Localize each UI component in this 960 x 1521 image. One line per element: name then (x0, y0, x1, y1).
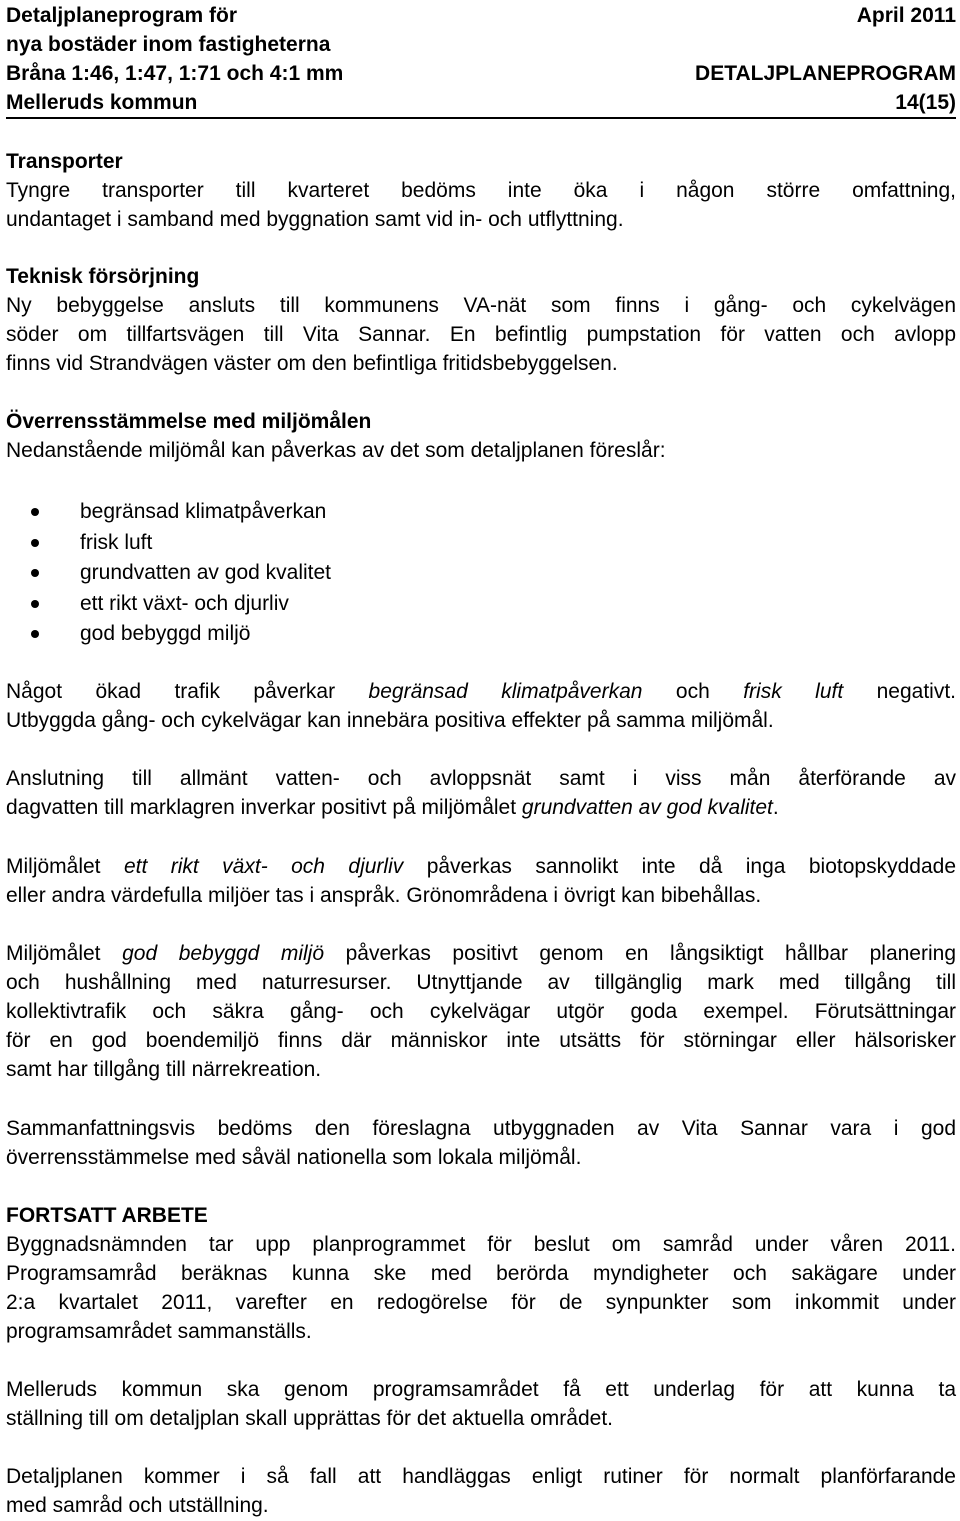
list-item-text: begränsad klimatpåverkan (80, 500, 327, 523)
italic-goal: begränsad klimatpåverkan (368, 680, 643, 703)
paragraph-line: söder om tillfartsvägen till Vita Sannar. En befintlig pumpstation för vatten och avlopp (6, 323, 956, 346)
paragraph-line: Tyngre transporter till kvarteret bedöms inte öka i någon större omfattning, (6, 179, 956, 202)
paragraph-line: programsamrådet sammanställs. (6, 1320, 312, 1343)
header-date: April 2011 (856, 4, 956, 27)
section-transporter (6, 147, 956, 234)
list-item (6, 558, 956, 589)
section-heading: FORTSATT ARBETE (6, 1204, 208, 1227)
list-item-text: grundvatten av god kvalitet (80, 561, 331, 584)
header-property: Bråna 1:46, 1:47, 1:71 och 4:1 mm (6, 62, 344, 85)
header-row-4 (6, 88, 956, 117)
italic-goal: god bebyggd miljö (122, 942, 325, 965)
paragraph-line: med samråd och utställning. (6, 1494, 269, 1517)
text-run: . (772, 796, 779, 819)
section-heading: Teknisk försörjning (6, 265, 200, 288)
text-run: negativt. (843, 680, 956, 703)
paragraph-line: 2:a kvartalet 2011, varefter en redogörelse för de synpunkter som inkommit under (6, 1291, 956, 1314)
paragraph-line: och hushållning med naturresurser. Utnyttjande av tillgänglig mark med tillgång till (6, 971, 956, 994)
text-run: Något ökad trafik påverkar (6, 680, 369, 703)
paragraph-line: finns vid Strandvägen väster om den befintliga fritidsbebyggelsen. (6, 352, 618, 375)
header-document-title: Detaljplaneprogram för (6, 4, 238, 27)
paragraph-line: undantaget i samband med byggnation samt vid in- och utflyttning. (6, 208, 624, 231)
paragraph-line: kollektivtrafik och säkra gång- och cykelvägar utgör goda exempel. Förutsättningar (6, 1000, 956, 1023)
paragraph-line: ställning till om detaljplan skall upprättas för det aktuella området. (6, 1407, 613, 1430)
bullet-icon (31, 508, 39, 516)
paragraph-line: Anslutning till allmänt vatten- och avloppsnät samt i viss mån återförande av (6, 767, 956, 790)
paragraph-vatten (6, 764, 956, 822)
bullet-icon (31, 539, 39, 547)
paragraph-line: Byggnadsnämnden tar upp planprogrammet för beslut om samråd under våren 2011. (6, 1233, 956, 1256)
paragraph-line (6, 677, 956, 706)
paragraph-line: Ny bebyggelse ansluts till kommunens VA-nät som finns i gång- och cykelvägen (6, 294, 956, 317)
header-municipality: Melleruds kommun (6, 91, 198, 114)
paragraph-line: Detaljplanen kommer i så fall att handläggas enligt rutiner för normalt planförfarande (6, 1465, 956, 1488)
paragraph-line: eller andra värdefulla miljöer tas i anspråk. Grönområdena i övrigt kan bibehållas. (6, 884, 762, 907)
section-heading: Transporter (6, 150, 123, 173)
list-item (6, 528, 956, 559)
paragraph-sammanfattning (6, 1114, 956, 1172)
italic-goal: grundvatten av god kvalitet (521, 796, 773, 819)
section-heading: Överrensstämmelse med miljömålen (6, 410, 372, 433)
italic-goal: frisk luft (743, 680, 844, 703)
italic-goal: ett rikt växt- och djurliv (123, 855, 404, 878)
paragraph-line (6, 852, 956, 881)
paragraph-vaxt-djurliv (6, 852, 956, 910)
list-item (6, 589, 956, 620)
miljomal-bullet-list (6, 497, 956, 650)
paragraph-line: Programsamråd beräknas kunna ske med berörda myndigheter och sakägare under (6, 1262, 956, 1285)
header-row-1 (6, 1, 956, 30)
header-row-2 (6, 30, 956, 59)
paragraph-line (6, 793, 956, 822)
text-run: och (642, 680, 744, 703)
section-miljomal (6, 407, 956, 465)
text-run: dagvatten till marklagren inverkar positivt på miljömålet (6, 796, 522, 819)
text-run: påverkas sannolikt inte då inga biotopskyddade (403, 855, 956, 878)
bullet-icon (31, 630, 39, 638)
paragraph-line: Sammanfattningsvis bedöms den föreslagna utbyggnaden av Vita Sannar vara i god (6, 1117, 956, 1140)
header-document-type: DETALJPLANEPROGRAM (695, 62, 956, 85)
list-item-text: god bebyggd miljö (80, 622, 251, 645)
list-item-text: frisk luft (80, 530, 153, 554)
header-subtitle: nya bostäder inom fastigheterna (6, 33, 331, 56)
bullet-icon (31, 569, 39, 577)
text-run: påverkas positivt genom en långsiktigt hållbar planering (324, 942, 956, 965)
list-item (6, 497, 956, 528)
paragraph-line: Utbyggda gång- och cykelvägar kan innebära positiva effekter på samma miljömål. (6, 709, 774, 732)
bullet-icon (31, 600, 39, 608)
paragraph-bebyggd-miljo (6, 939, 956, 1084)
paragraph-line: överrensstämmelse med såväl nationella som lokala miljömål. (6, 1146, 582, 1169)
paragraph-line: Melleruds kommun ska genom programsamrådet få ett underlag för att kunna ta (6, 1378, 956, 1401)
text-run: Miljömålet (6, 855, 124, 878)
paragraph-line: för en god boendemiljö finns där människor inte utsätts för störningar eller hälsorisker (6, 1029, 956, 1052)
text-run: Miljömålet (6, 942, 123, 965)
section-teknisk-forsorjning (6, 262, 956, 378)
paragraph-line (6, 939, 956, 968)
header-row-3 (6, 59, 956, 88)
paragraph-line: samt har tillgång till närrekreation. (6, 1058, 322, 1081)
paragraph-line: Nedanstående miljömål kan påverkas av det som detaljplanen föreslår: (6, 439, 666, 462)
paragraph-trafik (6, 677, 956, 735)
list-item (6, 619, 956, 650)
section-fortsatt-arbete (6, 1201, 956, 1346)
list-item-text: ett rikt växt- och djurliv (80, 591, 289, 615)
page-number: 14(15) (895, 91, 956, 114)
paragraph-planforfarande (6, 1462, 956, 1520)
header-divider (6, 117, 956, 119)
paragraph-programsamrad (6, 1375, 956, 1433)
